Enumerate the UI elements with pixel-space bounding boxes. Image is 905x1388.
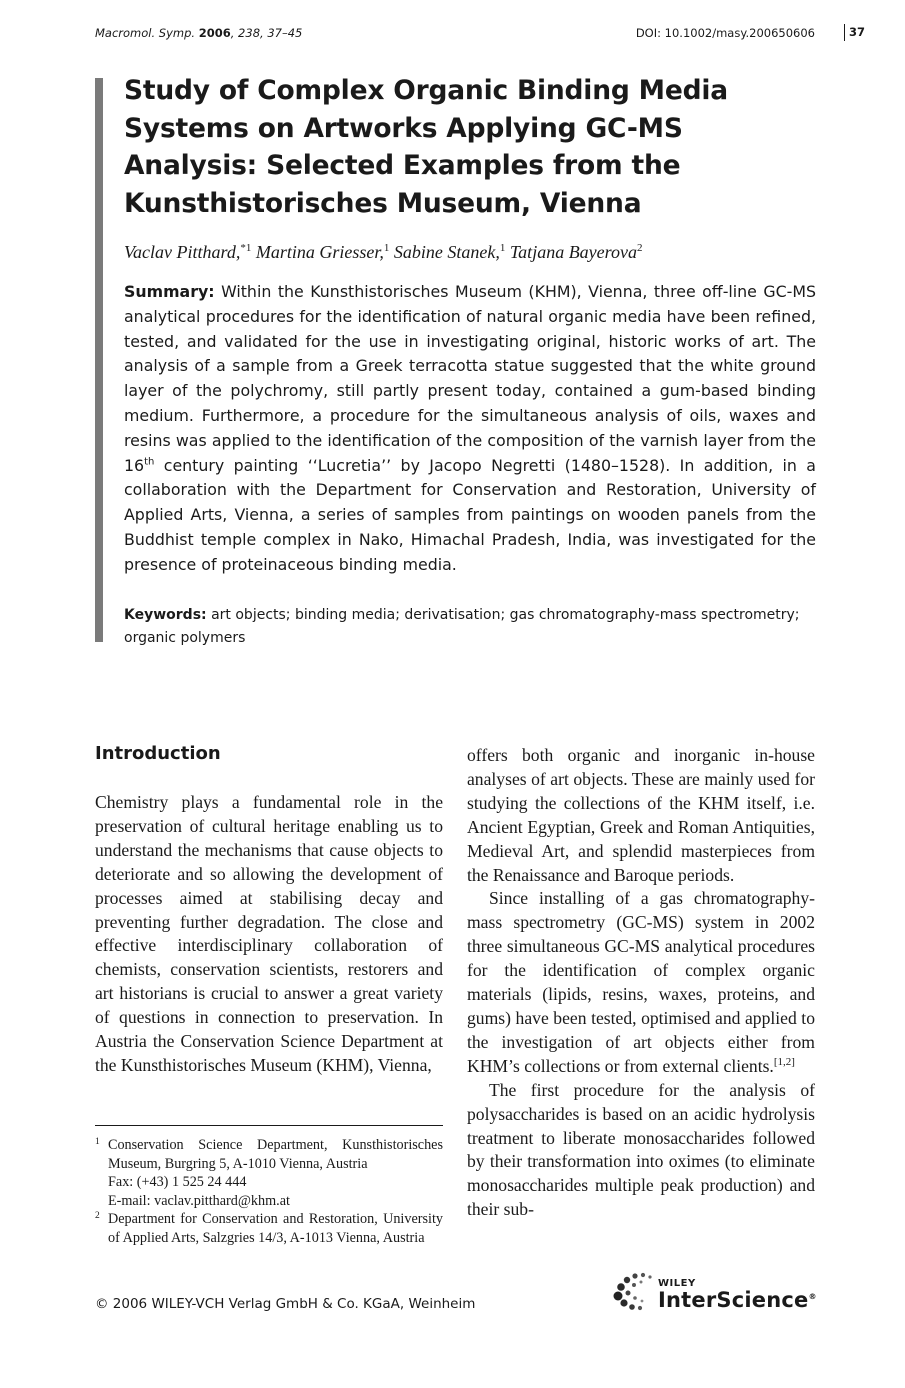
logo-main-text: InterScience xyxy=(658,1288,809,1312)
summary-text: Within the Kunsthistorisches Museum (KHM), Vienna, three off-line GC-MS analytical procedures for the identification of natural organic media have been refined, tested, and validated for the use in investigating original, historic works of art. The analysis of a sample from a Greek terracotta statue suggested that the white ground layer of the polychromy, still partly present today, contained a gum-based binding medium. Furthermore, a procedure for the simultaneous analysis of oils, waxes and resins was applied to the identification of the composition of the varnish layer from the 16 xyxy=(124,282,816,475)
copyright-notice: © 2006 WILEY-VCH Verlag GmbH & Co. KGaA, Weinheim xyxy=(95,1296,476,1312)
author-name: Martina Griesser, xyxy=(255,242,384,262)
logo-wiley-text: WILEY xyxy=(658,1278,696,1289)
article-title: Study of Complex Organic Binding Media Systems on Artworks Applying GC-MS Analysis: Selected Examples from the Kunsthistorisches Museum, Vienna xyxy=(124,75,728,219)
footnote-mark: 2 xyxy=(95,1211,100,1222)
journal-volume-pages: , 238, 37–45 xyxy=(230,26,303,40)
author-name: Tatjana Bayerova xyxy=(509,242,637,262)
footnote-line: Conservation Science Department, Kunsthistorisches Museum, Burgring 5, A-1010 Vienna, Austria xyxy=(108,1137,443,1172)
keywords-text: art objects; binding media; derivatisation; gas chromatography-mass spectrometry; organic polymers xyxy=(124,607,800,646)
body-column-right xyxy=(467,744,815,1222)
body-paragraph: The first procedure for the analysis of polysaccharides is based on an acidic hydrolysis treatment to liberate monosaccharides followed by their transformation into oximes (to eliminate monosaccharides multiple peak production) and their sub- xyxy=(467,1079,815,1220)
footnote-2 xyxy=(95,1210,443,1247)
keywords xyxy=(124,604,816,649)
summary xyxy=(124,280,816,578)
journal-year: 2006 xyxy=(198,26,231,40)
journal-name: Macromol. Symp. xyxy=(95,26,196,40)
footnote-line: Department for Conservation and Restoration, University of Applied Arts, Salzgries 14/3, A-1013 Vienna, Austria xyxy=(108,1211,443,1246)
body-paragraph-text: Since installing of a gas chromatography-mass spectrometry (GC-MS) system in 2002 three simultaneous GC-MS analytical procedures for the identification of complex organic materials (lipids, resins, waxes, proteins, and gums) have been tested, optimised and applied to the investigation of art objects either from KHM’s collections or from external clients. xyxy=(467,888,815,1076)
author-name: Vaclav Pitthard, xyxy=(124,242,241,262)
author-name: Sabine Stanek, xyxy=(393,242,500,262)
summary-superscript: th xyxy=(144,456,155,468)
body-paragraph: Chemistry plays a fundamental role in the preservation of cultural heritage enabling us to understand the mechanisms that cause objects to deteriorate and so allowing the development of processes aimed at stabilising decay and preventing further degradation. The close and effective interdisciplinary collaboration of chemists, conservation scientists, restorers and art historians is crucial to answer a great variety of questions in connection to preservation. In Austria the Conservation Science Department at the Kunsthistorisches Museum (KHM), Vienna, xyxy=(95,792,443,1075)
section-heading-introduction: Introduction xyxy=(95,743,221,764)
keywords-label: Keywords: xyxy=(124,607,207,623)
page-number: 37 xyxy=(844,24,865,41)
abstract-side-bar xyxy=(95,78,103,642)
doi: DOI: 10.1002/masy.200650606 xyxy=(635,26,815,40)
logo-interscience-text xyxy=(658,1288,817,1312)
swirl-dots-icon xyxy=(612,1270,656,1312)
footnote-1 xyxy=(95,1136,443,1210)
footnote-mark: 1 xyxy=(95,1137,100,1147)
body-column-left xyxy=(95,791,443,1078)
wiley-interscience-logo xyxy=(612,1268,822,1316)
footnote-divider xyxy=(95,1125,443,1126)
author-affiliation-mark: 1 xyxy=(499,242,506,254)
summary-label: Summary: xyxy=(124,282,215,301)
author-affiliation-mark: *1 xyxy=(240,242,252,254)
journal-citation xyxy=(95,26,302,40)
footnotes xyxy=(95,1136,443,1248)
author-affiliation-mark: 1 xyxy=(383,242,390,254)
author-affiliation-mark: 2 xyxy=(637,242,643,254)
running-head xyxy=(95,24,865,44)
author-list xyxy=(124,236,824,264)
citation-reference[interactable]: [1,2] xyxy=(773,1055,795,1068)
summary-text-continued: century painting ‘‘Lucretia’’ by Jacopo Negretti (1480–1528). In addition, in a collaboration with the Department for Conservation and Restoration, University of Applied Arts, Vienna, a series of samples from paintings on wooden panels from the Buddhist temple complex in Nako, Himachal Pradesh, India, was investigated for the presence of proteinaceous binding media. xyxy=(124,455,816,574)
body-paragraph xyxy=(467,887,815,1078)
footnote-email[interactable]: E-mail: vaclav.pitthard@khm.at xyxy=(108,1192,290,1209)
body-paragraph: offers both organic and inorganic in-house analyses of art objects. These are mainly used for studying the collections of the KHM itself, i.e. Ancient Egyptian, Greek and Roman Antiquities, Medieval Art, and splendid masterpieces from the Renaissance and Baroque periods. xyxy=(467,745,815,885)
registered-mark: ® xyxy=(808,1292,817,1301)
footnote-line: Fax: (+43) 1 525 24 444 xyxy=(108,1174,247,1191)
